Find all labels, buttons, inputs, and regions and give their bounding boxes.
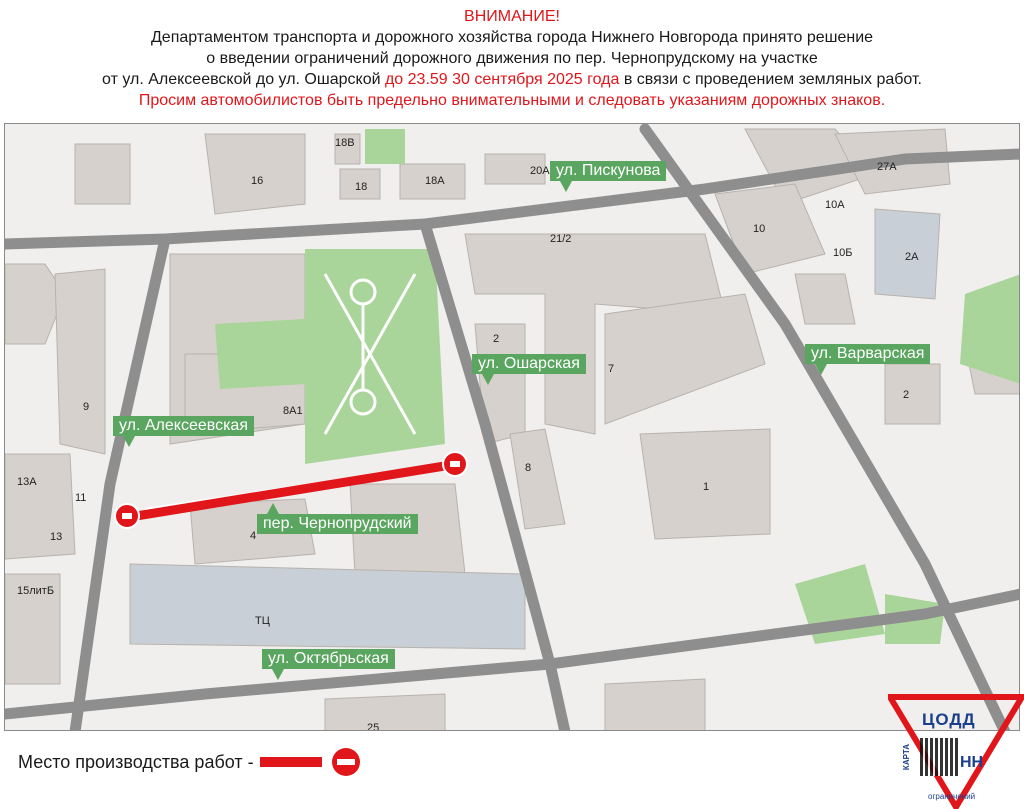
no-entry-sign-west	[115, 504, 139, 528]
codd-logo	[888, 682, 1024, 809]
building-number: 2А	[905, 251, 919, 263]
notice-deadline: до 23.59 30 сентября 2025 года	[384, 71, 620, 88]
legend	[18, 748, 360, 776]
notice-line-4-end: в связи с проведением земляных работ.	[619, 71, 922, 88]
building-block-25	[325, 694, 445, 731]
logo-brand-2: НН	[960, 754, 984, 771]
building-block	[205, 134, 305, 214]
building-number: 8А1	[283, 405, 303, 417]
street-label-piskunova: ул. Пискунова	[550, 161, 666, 181]
building-number: 27А	[877, 161, 897, 173]
building-number: 8	[525, 462, 532, 474]
building-number: 11	[75, 492, 87, 504]
building-number: 2	[903, 389, 910, 401]
green-area	[215, 319, 305, 389]
building-number: 1	[703, 481, 710, 493]
building-number: 10	[753, 223, 766, 235]
building-block	[75, 144, 130, 204]
building-number: 18В	[335, 137, 355, 149]
green-area	[365, 129, 405, 164]
building-number: 10Б	[833, 247, 853, 259]
building-block	[605, 679, 705, 731]
notice-line-3: о введении ограничений дорожного движения по пер. Чернопрудскому на участке	[206, 50, 818, 67]
street-label-alekseevskaya: ул. Алексеевская	[113, 416, 254, 436]
building-number: 10А	[825, 199, 845, 211]
building-number: 15литБ	[17, 585, 55, 597]
logo-caption: ограничений	[928, 792, 976, 801]
street-label-varvarskaya: ул. Варварская	[805, 344, 930, 364]
building-block	[55, 269, 105, 454]
building-number: 18А	[425, 175, 445, 187]
notice-warning: Просим автомобилистов быть предельно внимательными и следовать указаниям дорожных знаков.	[138, 92, 886, 109]
building-number: 2	[493, 333, 500, 345]
building-number: 13А	[17, 476, 37, 488]
building-number: 18	[355, 181, 368, 193]
building-number: 21/2	[550, 233, 572, 245]
legend-label: Место производства работ -	[18, 751, 254, 772]
notice-header	[0, 6, 1024, 111]
map[interactable]	[4, 123, 1020, 731]
building-number: ТЦ	[255, 615, 270, 627]
notice-line-2: Департаментом транспорта и дорожного хозяйства города Нижнего Новгорода принято решение	[150, 29, 874, 46]
building-block	[5, 454, 75, 559]
street-label-osharskaya: ул. Ошарская	[472, 354, 586, 374]
building-number: 16	[251, 175, 264, 187]
legend-closure-bar	[260, 757, 322, 767]
logo-side-text: КАРТА	[902, 744, 911, 771]
building-number: 20А	[530, 165, 550, 177]
building-block	[885, 364, 940, 424]
building-number: 25	[367, 722, 380, 731]
building-block	[795, 274, 855, 324]
notice-line-4	[0, 69, 1024, 90]
legend-no-entry-icon	[332, 748, 360, 776]
building-mall	[130, 564, 525, 649]
street-label-oktyabrskaya: ул. Октябрьская	[262, 649, 395, 669]
no-entry-sign-east	[443, 452, 467, 476]
qr-code-icon[interactable]	[920, 738, 958, 776]
notice-line-4-start: от ул. Алексеевской до ул. Ошарской	[102, 71, 385, 88]
building-number: 4	[250, 530, 257, 542]
building-number: 7	[608, 363, 615, 375]
building-number: 9	[83, 401, 90, 413]
street-label-chernoprudsky: пер. Чернопрудский	[257, 514, 418, 534]
building-number: 13	[50, 531, 63, 543]
notice-title: ВНИМАНИЕ!	[464, 8, 560, 25]
logo-brand: ЦОДД	[922, 710, 976, 729]
